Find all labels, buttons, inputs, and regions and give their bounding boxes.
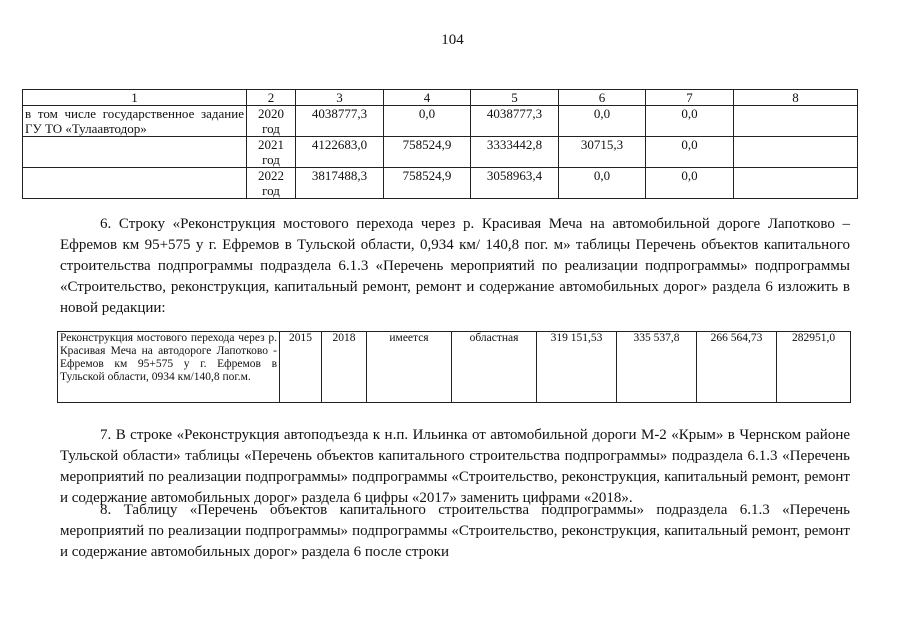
- value-cell: 3058963,4: [471, 168, 559, 199]
- paragraph-8-text: 8. Таблицу «Перечень объектов капитального строительства подпрограммы» подраздела 6.1.3 «Перечень мероприятий по реализации подпрограммы» подпрограммы «Строительство, реконструкция, капитальный ремонт, ремонт и содержание автомобильных дорог» раздела 6 после строки: [60, 502, 850, 560]
- value-cell: 4038777,3: [471, 106, 559, 137]
- financing-table: [22, 89, 858, 199]
- value-cell: 3333442,8: [471, 137, 559, 168]
- value-cell: 4038777,3: [296, 106, 384, 137]
- paragraph-7-text: 7. В строке «Реконструкция автоподъезда к н.п. Ильинка от автомобильной дороги М-2 «Крым» в Чернском районе Тульской области» таблицы «Перечень объектов капитального строительства подпрограммы» подраздела 6.1.3 «Перечень мероприятий по реализации подпрограммы» подпрограммы «Строительство, реконструкция, капитальный ремонт, ремонт и содержание автомобильных дорог» раздела 6 цифры «2017» заменить цифрами «2018».: [60, 427, 850, 506]
- column-header: 5: [471, 90, 559, 106]
- table-row: [58, 332, 851, 403]
- year-cell: 2022 год: [247, 168, 296, 199]
- row-label-empty: [23, 168, 247, 199]
- table-header-row: [23, 90, 858, 106]
- table-row: [23, 106, 858, 137]
- value-cell: 335 537,8: [617, 332, 697, 403]
- column-header: 4: [384, 90, 471, 106]
- table-row: [23, 168, 858, 199]
- value-cell: 758524,9: [384, 168, 471, 199]
- row-label: в том числе государственное задание ГУ ТО «Тулаавтодор»: [23, 106, 247, 137]
- column-header: 8: [734, 90, 858, 106]
- paragraph-7: [60, 425, 850, 509]
- paragraph-6: [60, 214, 850, 319]
- value-cell: 4122683,0: [296, 137, 384, 168]
- column-header: 6: [559, 90, 646, 106]
- column-header: 1: [23, 90, 247, 106]
- value-cell: 3817488,3: [296, 168, 384, 199]
- value-cell: 30715,3: [559, 137, 646, 168]
- column-header: 3: [296, 90, 384, 106]
- value-cell: 0,0: [646, 106, 734, 137]
- value-cell: 319 151,53: [537, 332, 617, 403]
- value-cell: 0,0: [384, 106, 471, 137]
- value-cell: [734, 106, 858, 137]
- value-cell: [734, 168, 858, 199]
- status-cell: имеется: [367, 332, 452, 403]
- row-label-empty: [23, 137, 247, 168]
- year-cell: 2021 год: [247, 137, 296, 168]
- column-header: 7: [646, 90, 734, 106]
- value-cell: 0,0: [559, 106, 646, 137]
- value-cell: 0,0: [559, 168, 646, 199]
- paragraph-8: [60, 500, 850, 563]
- table-row: [23, 137, 858, 168]
- value-cell: 0,0: [646, 137, 734, 168]
- ownership-cell: областная: [452, 332, 537, 403]
- value-cell: 758524,9: [384, 137, 471, 168]
- value-cell: 266 564,73: [697, 332, 777, 403]
- value-cell: [734, 137, 858, 168]
- value-cell: 282951,0: [777, 332, 851, 403]
- value-cell: 0,0: [646, 168, 734, 199]
- year-cell: 2020 год: [247, 106, 296, 137]
- start-year-cell: 2015: [280, 332, 322, 403]
- object-table: [57, 331, 851, 403]
- end-year-cell: 2018: [322, 332, 367, 403]
- object-name-cell: Реконструкция мостового перехода через р. Красивая Меча на автодороге Лапотково - Ефремов км 95+575 у г. Ефремов в Тульской области, 0934 км/140,8 пог.м.: [58, 332, 280, 403]
- paragraph-6-text: 6. Строку «Реконструкция мостового перехода через р. Красивая Меча на автомобильной дороге Лапотково – Ефремов км 95+575 у г. Ефремов в Тульской области, 0,934 км/ 140,8 пог. м» таблицы Перечень объектов капитального строительства подпрограммы подраздела 6.1.3 «Перечень мероприятий по реализации подпрограммы» подпрограммы «Строительство, реконструкция, капитальный ремонт, ремонт и содержание автомобильных дорог» раздела 6 изложить в новой редакции:: [60, 216, 850, 316]
- page-number: 104: [441, 32, 464, 48]
- column-header: 2: [247, 90, 296, 106]
